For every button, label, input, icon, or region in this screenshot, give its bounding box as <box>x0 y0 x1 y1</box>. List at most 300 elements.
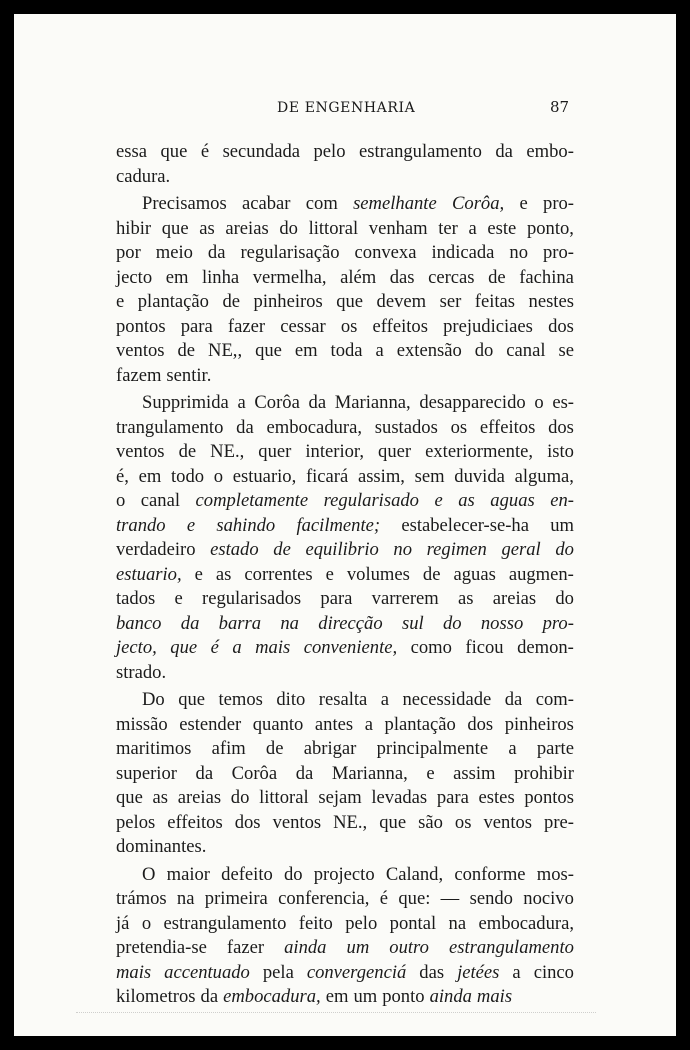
word: estrangulamento <box>358 141 482 162</box>
word: devem <box>376 291 427 312</box>
word: já <box>116 912 130 934</box>
word: da <box>495 141 513 162</box>
book-page <box>14 14 676 1036</box>
text-line <box>116 835 574 860</box>
word: com- <box>535 689 574 710</box>
word: e <box>434 490 443 511</box>
word: com <box>305 193 338 214</box>
word: dito <box>276 689 306 710</box>
word: canal <box>140 490 181 511</box>
word: mos- <box>536 863 574 885</box>
word: — <box>440 888 460 909</box>
word: da <box>200 986 219 1007</box>
word: do <box>555 588 574 609</box>
word: Caland, <box>385 863 444 885</box>
word: cercas <box>428 266 475 288</box>
word: areias <box>225 217 269 239</box>
word: para <box>320 588 353 609</box>
word: trando <box>116 514 166 536</box>
word: estuario, <box>232 465 297 487</box>
word: de <box>422 563 441 585</box>
word: varrerem <box>371 588 439 609</box>
word: as <box>152 787 169 808</box>
word: os <box>454 811 472 833</box>
word: embocadura, <box>478 912 574 934</box>
text-line <box>116 514 574 539</box>
word: fazer <box>226 937 265 958</box>
word: pinheiros <box>253 291 323 312</box>
word: defeito <box>221 863 273 885</box>
word: pelo <box>313 141 346 162</box>
word: ponto <box>382 986 425 1007</box>
word: alguma, <box>514 465 574 487</box>
word: que <box>255 340 282 361</box>
word: principalmente <box>376 738 489 759</box>
word: nosso <box>480 612 524 634</box>
word: por <box>116 242 141 263</box>
word: superior <box>116 762 177 784</box>
word: estabelecer-se-ha <box>401 514 529 536</box>
word: de <box>178 441 197 462</box>
word: na <box>176 888 195 909</box>
word: a <box>375 340 384 361</box>
word: convexa <box>354 242 417 263</box>
word: regularisação <box>240 242 340 263</box>
word: a <box>364 713 373 735</box>
word: O <box>142 863 156 885</box>
word: a <box>468 217 477 239</box>
word: Corôa <box>231 762 278 784</box>
word: este <box>487 217 517 239</box>
word: um <box>346 937 370 958</box>
word: accentuado <box>164 961 250 983</box>
word: dominantes. <box>116 836 207 857</box>
word: embo- <box>526 141 574 162</box>
text-line <box>116 612 574 637</box>
paragraph <box>116 140 574 189</box>
word: da <box>195 762 214 784</box>
word: necessidade <box>402 689 492 710</box>
word: tados <box>116 588 156 609</box>
word: equilibrio <box>305 539 379 560</box>
word: Corôa, <box>452 193 505 214</box>
text-line <box>116 315 574 340</box>
word: é <box>200 141 210 162</box>
word: do <box>474 340 494 361</box>
word: pretendia-se <box>116 937 207 958</box>
word: da <box>207 242 226 263</box>
word: exteriormente, <box>425 441 534 462</box>
word: a <box>232 637 242 658</box>
word: do <box>555 539 574 560</box>
text-line <box>116 587 574 612</box>
word: é <box>210 637 219 658</box>
text-line <box>116 440 574 465</box>
word: plantação <box>384 713 456 735</box>
word: assim <box>453 762 496 784</box>
word: geral <box>501 539 541 560</box>
text-line <box>116 636 574 661</box>
word: temos <box>218 689 263 710</box>
word: e <box>194 563 203 585</box>
text-line <box>116 538 574 563</box>
word: a <box>237 392 246 413</box>
word: NE., <box>333 811 368 833</box>
word: fazer <box>227 315 266 337</box>
word: estrangulamento <box>448 937 574 958</box>
word: missão <box>116 713 168 735</box>
word: areias <box>177 787 222 808</box>
word: NE,, <box>208 340 243 361</box>
word: que <box>161 217 189 239</box>
word: ficou <box>465 637 504 658</box>
word: e <box>426 762 435 784</box>
word: maritimos <box>116 738 192 759</box>
word: outro <box>389 937 429 958</box>
word: parte <box>536 738 574 759</box>
word: quer <box>378 441 412 462</box>
word: semelhante <box>353 193 437 214</box>
word: as <box>199 217 215 239</box>
word: que <box>379 811 407 833</box>
word: regularisados <box>202 588 302 609</box>
word: dos <box>548 416 574 438</box>
word: de <box>222 291 241 312</box>
text-line <box>116 563 574 588</box>
word: Marianna, <box>331 762 408 784</box>
word: o <box>213 465 224 487</box>
word: cadura. <box>116 165 171 187</box>
word: e <box>174 588 183 609</box>
word: interior, <box>305 441 365 462</box>
word: dos <box>467 713 494 735</box>
word: levadas <box>371 787 428 808</box>
word: antes <box>314 713 354 735</box>
word: as <box>458 490 475 511</box>
word: ter <box>438 217 458 239</box>
word: da <box>180 612 200 634</box>
word: indicada <box>431 242 495 263</box>
word: afim <box>211 738 246 759</box>
paragraph <box>116 863 574 1010</box>
word: ser <box>439 291 462 312</box>
text-line <box>116 266 574 291</box>
word: sendo <box>469 888 513 909</box>
word: são <box>418 811 443 833</box>
word: o <box>534 392 544 413</box>
word: da <box>236 416 254 438</box>
word: que: <box>398 888 431 909</box>
word: em <box>325 986 349 1007</box>
word: que <box>336 291 364 312</box>
word: todo <box>171 465 205 487</box>
page-number: 87 <box>550 98 570 116</box>
word: effeitos <box>479 416 536 438</box>
word: os <box>340 315 358 337</box>
text-line <box>116 192 574 217</box>
word: areias <box>492 588 537 609</box>
text-line <box>116 762 574 787</box>
text-line <box>116 217 574 242</box>
word: littoral <box>308 217 359 239</box>
word: do <box>230 787 250 808</box>
word: cinco <box>533 961 574 983</box>
word: e <box>186 514 196 536</box>
text-line <box>116 737 574 762</box>
word: completamente <box>195 490 309 511</box>
word: sahindo <box>216 514 276 536</box>
page-bottom-marks <box>76 1012 596 1017</box>
word: pelo <box>345 912 378 934</box>
word: en- <box>550 490 574 511</box>
word: que <box>116 787 143 808</box>
word: effeitos <box>167 811 223 833</box>
word: estado <box>210 539 259 560</box>
word: pontos <box>116 315 166 337</box>
text-line <box>116 863 574 888</box>
word: de <box>273 539 291 560</box>
word: secundada <box>222 141 300 162</box>
word: além <box>340 266 377 288</box>
word: ainda <box>429 986 472 1007</box>
word: es- <box>552 392 574 413</box>
word: cessar <box>280 315 326 337</box>
word: correntes <box>244 563 313 585</box>
text-line <box>116 811 574 836</box>
word: facilmente; <box>296 514 381 536</box>
word: ainda <box>284 937 327 958</box>
text-line <box>116 912 574 937</box>
body-text <box>116 140 574 1010</box>
word: a <box>508 738 517 759</box>
word: se <box>558 340 574 361</box>
word: o <box>141 912 152 934</box>
word: Do <box>142 689 165 710</box>
word: plantação <box>137 291 209 312</box>
word: essa <box>116 141 147 162</box>
word: de <box>488 266 506 288</box>
word: Precisamos <box>142 193 227 214</box>
word: do <box>442 612 462 634</box>
word: NE., <box>210 441 245 462</box>
text-line <box>116 985 574 1010</box>
word: e <box>519 193 528 214</box>
word: e <box>325 563 334 585</box>
text-line <box>116 364 574 389</box>
word: embocadura, <box>266 416 363 438</box>
word: nocivo <box>523 888 574 909</box>
word: de <box>177 340 196 361</box>
word: dos <box>234 811 261 833</box>
word: verdadeiro <box>116 539 196 560</box>
word: direcção <box>318 612 383 634</box>
word: na <box>448 912 467 934</box>
word: do <box>279 217 298 239</box>
word: Corôa <box>254 392 300 413</box>
word: convergenciá <box>306 961 407 983</box>
word: quanto <box>252 713 304 735</box>
text-line <box>116 688 574 713</box>
word: na <box>280 612 299 634</box>
word: jecto, <box>116 637 157 658</box>
word: primeira <box>204 888 268 909</box>
word: abrigar <box>303 738 357 759</box>
word: trangulamento <box>116 416 224 438</box>
word: estrangulamento <box>163 912 287 934</box>
word: no <box>393 539 412 560</box>
paragraph <box>116 391 574 685</box>
word: sustados <box>374 416 438 438</box>
word: pre- <box>544 811 574 833</box>
text-line <box>116 140 574 165</box>
text-line <box>116 165 574 190</box>
word: embocadura, <box>223 986 321 1007</box>
text-line <box>116 391 574 416</box>
paragraph <box>116 192 574 388</box>
word: ponto, <box>526 217 574 239</box>
word: estes <box>478 787 515 808</box>
text-line <box>116 887 574 912</box>
word: que <box>160 141 188 162</box>
word: do <box>283 863 303 885</box>
word: para <box>180 315 213 337</box>
word: duvida <box>454 465 505 487</box>
word: no <box>509 242 528 263</box>
word: strado. <box>116 661 167 683</box>
text-line <box>116 661 574 686</box>
word: aguas <box>490 490 535 511</box>
word: fazem <box>116 364 162 386</box>
word: fachina <box>519 266 574 288</box>
word: das <box>419 961 445 983</box>
word: trámos <box>116 888 167 909</box>
word: pontal <box>389 912 437 934</box>
word: banco <box>116 612 162 634</box>
word: que <box>170 637 198 658</box>
word: estuario, <box>116 563 182 585</box>
word: a <box>380 689 390 710</box>
word: Supprimida <box>142 392 229 413</box>
word: sejam <box>318 787 362 808</box>
word: das <box>389 266 415 288</box>
word: estender <box>179 713 242 735</box>
word: assim, <box>357 465 405 487</box>
word: um <box>353 986 378 1007</box>
word: conferencia, <box>278 888 370 909</box>
word: ventos <box>116 441 165 462</box>
word: pinheiros <box>504 713 574 735</box>
word: regimen <box>426 539 487 560</box>
word: regularisado <box>323 490 419 511</box>
word: ventos <box>116 340 165 361</box>
running-title: DE ENGENHARIA <box>277 100 416 116</box>
text-line <box>116 416 574 441</box>
word: da <box>295 762 314 784</box>
word: toda <box>330 340 363 361</box>
word: prohibir <box>514 762 574 784</box>
word: os <box>450 416 468 438</box>
text-line <box>116 936 574 961</box>
word: ventos <box>272 811 322 833</box>
word: mais <box>255 637 291 658</box>
word: canal <box>506 340 546 361</box>
word: extensão <box>396 340 462 361</box>
word: a <box>512 961 521 983</box>
word: linha <box>201 266 240 288</box>
word: jetées <box>457 961 500 983</box>
word: mais <box>116 961 152 983</box>
word: da <box>308 392 327 413</box>
paragraph <box>116 688 574 860</box>
word: vermelha, <box>252 266 327 288</box>
word: isto <box>547 441 574 462</box>
word: hibir <box>116 217 152 239</box>
word: conveniente, <box>303 637 398 658</box>
word: kilometros <box>116 986 196 1007</box>
word: desapparecido <box>419 392 526 413</box>
word: ventos <box>483 811 533 833</box>
word: resalta <box>318 689 368 710</box>
word: demon- <box>517 637 574 658</box>
page-header <box>14 100 676 124</box>
text-line <box>116 465 574 490</box>
word: as <box>458 588 474 609</box>
word: feito <box>298 912 333 934</box>
word: de <box>265 738 284 759</box>
word: jecto <box>116 266 153 288</box>
text-line <box>116 713 574 738</box>
word: maior <box>166 863 210 885</box>
text-line <box>116 241 574 266</box>
text-line <box>116 786 574 811</box>
text-line <box>116 961 574 986</box>
word: pela <box>262 961 294 983</box>
word: da <box>504 689 523 710</box>
word: em <box>294 340 318 361</box>
word: em <box>165 266 189 288</box>
word: pelos <box>116 811 156 833</box>
word: pontos <box>524 787 574 808</box>
word: aguas <box>453 563 496 585</box>
word: volumes <box>346 563 410 585</box>
word: como <box>410 637 452 658</box>
word: augmen- <box>508 563 574 585</box>
word: projecto <box>313 863 375 885</box>
word: ficará <box>305 465 349 487</box>
word: barra <box>218 612 262 634</box>
word: meio <box>155 242 193 263</box>
word: em <box>138 465 162 487</box>
word: o <box>116 490 126 511</box>
word: sentir. <box>166 364 212 386</box>
word: pro- <box>542 612 574 634</box>
text-line <box>116 339 574 364</box>
word: as <box>215 563 232 585</box>
word: acabar <box>241 193 291 214</box>
word: que <box>178 689 206 710</box>
word: effeitos <box>372 315 428 337</box>
word: conforme <box>454 863 526 885</box>
word: um <box>550 514 574 536</box>
word: quer <box>258 441 292 462</box>
word: mais <box>476 986 513 1007</box>
word: feitas <box>474 291 516 312</box>
word: venham <box>368 217 428 239</box>
text-line <box>116 489 574 514</box>
word: dos <box>548 315 574 337</box>
word: nestes <box>528 291 574 312</box>
word: para <box>436 787 469 808</box>
